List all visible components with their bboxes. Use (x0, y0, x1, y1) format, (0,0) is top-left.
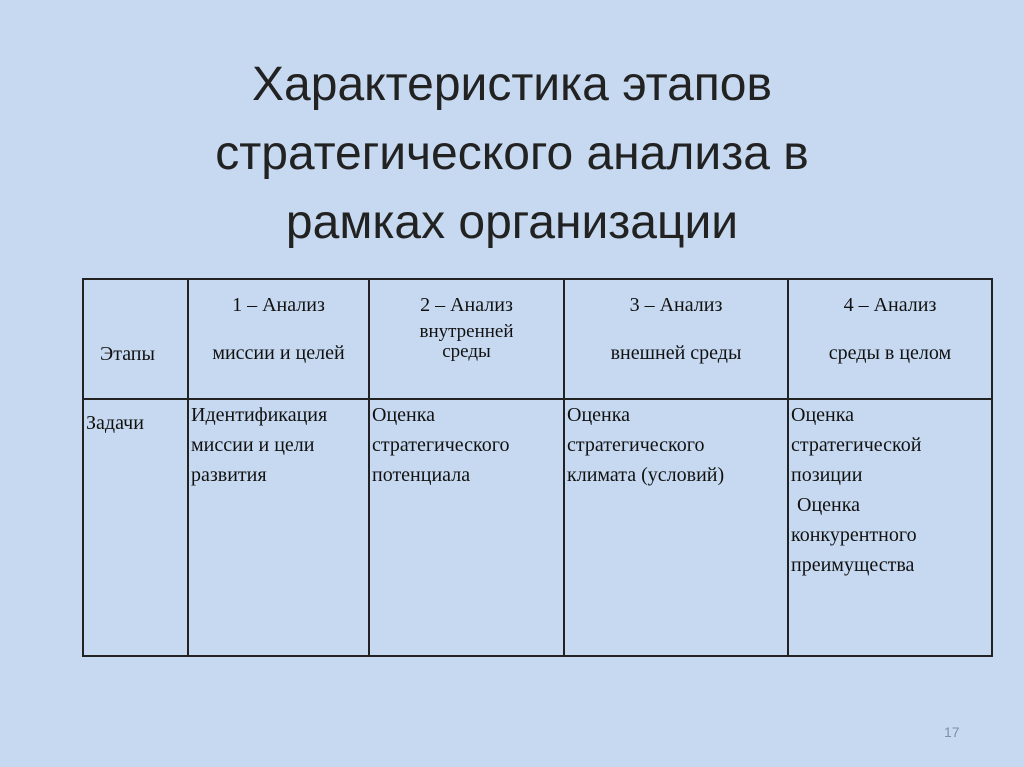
header-4-line-2: среды в целом (828, 342, 952, 364)
task-cell-3 (564, 399, 788, 656)
task-2-line-1: Оценка (372, 404, 436, 426)
header-2-line-1: 2 – Анализ (420, 294, 513, 316)
title-line-2: стратегического анализа в (215, 127, 809, 180)
task-4-line-2: стратегической (791, 434, 922, 456)
task-4-line-4: Оценка (797, 494, 861, 516)
header-2-line-2a: внутренней (419, 321, 514, 342)
task-4-line-3: позиции (791, 464, 863, 486)
task-cell-2 (369, 399, 564, 656)
tasks-label: Задачи (86, 412, 144, 434)
task-3-line-1: Оценка (567, 404, 631, 426)
task-4-line-1: Оценка (791, 404, 855, 426)
header-cell-1 (188, 279, 369, 399)
task-2-line-2: стратегического (372, 434, 510, 456)
task-1-line-2: миссии и цели (191, 434, 315, 456)
task-4-line-5: конкурентного (791, 524, 917, 546)
header-3-line-1: 3 – Анализ (629, 294, 723, 316)
header-2-line-2b: среды (442, 341, 491, 362)
header-cell-stages (83, 279, 188, 399)
header-cell-4 (788, 279, 992, 399)
title-line-3: рамках организации (285, 196, 739, 249)
stages-label: Этапы (100, 343, 155, 365)
table-header-row (83, 279, 992, 399)
header-3-line-2: внешней среды (610, 342, 742, 364)
task-3-line-2: стратегического (567, 434, 705, 456)
header-4-line-1: 4 – Анализ (843, 294, 937, 316)
stages-table (82, 278, 993, 657)
task-1-line-1: Идентификация (191, 404, 328, 426)
tasks-label-cell (83, 399, 188, 656)
task-4-line-6: преимущества (791, 554, 915, 576)
slide-number: 17 (944, 724, 960, 740)
task-2-line-3: потенциала (372, 464, 471, 486)
header-cell-3 (564, 279, 788, 399)
header-1-line-1: 1 – Анализ (232, 294, 325, 316)
task-cell-4 (788, 399, 992, 656)
header-1-line-2: миссии и целей (212, 342, 345, 364)
header-cell-2 (369, 279, 564, 399)
table-tasks-row (83, 399, 992, 656)
slide-title (100, 50, 924, 257)
task-1-line-3: развития (191, 464, 267, 486)
task-cell-1 (188, 399, 369, 656)
title-line-1: Характеристика этапов (252, 58, 772, 111)
task-3-line-3: климата (условий) (567, 464, 725, 486)
